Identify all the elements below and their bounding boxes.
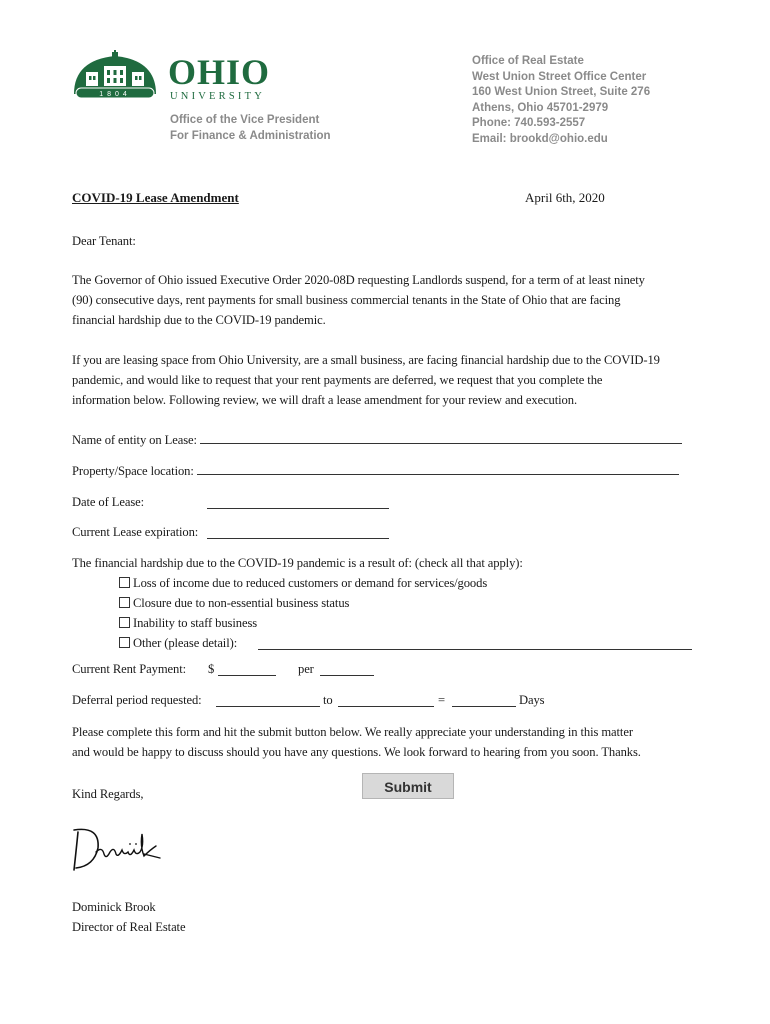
property-label: Property/Space location: [72, 464, 194, 478]
hardship-intro: The financial hardship due to the COVID-19 pandemic is a result of: (check all that apply): [72, 556, 523, 570]
hardship-option-row [119, 613, 257, 633]
deferral-end-input[interactable] [338, 695, 434, 707]
ohio-wordmark: OHIO [168, 52, 271, 92]
deferral-days-unit: Days [519, 693, 545, 707]
paragraph-line: pandemic, and would like to request that your rent payments are deferred, we request that you complete the [72, 373, 603, 387]
real-estate-office-address [472, 54, 650, 147]
signer-name: Dominick Brook [72, 900, 156, 914]
paragraph-eligibility [72, 350, 712, 410]
lease-date-field-row [72, 492, 144, 512]
lease-expiration-input[interactable] [207, 527, 389, 539]
hardship-option-label: Other (please detail): [133, 636, 238, 650]
paragraph-line: If you are leasing space from Ohio University, are a small business, are facing financial hardship due to the COVID-19 [72, 353, 660, 367]
hardship-checkbox-loss-of-income[interactable] [119, 577, 130, 588]
entity-input[interactable] [200, 432, 682, 444]
address-line: Office of Real Estate [472, 55, 584, 67]
submit-button[interactable]: Submit [362, 773, 454, 799]
paragraph-line: The Governor of Ohio issued Executive Order 2020-08D requesting Landlords suspend, for a term of at least ninety [72, 273, 645, 287]
paragraph-line: information below. Following review, we will draft a lease amendment for your review and execution. [72, 393, 577, 407]
hardship-option-label: Inability to staff business [133, 616, 258, 630]
rent-per-label: per [298, 662, 314, 676]
deferral-label: Deferral period requested: [72, 693, 202, 707]
vp-office-line: Office of the Vice President [170, 114, 320, 126]
deferral-days-input[interactable] [452, 695, 516, 707]
entity-label: Name of entity on Lease: [72, 433, 197, 447]
rent-amount-input[interactable] [218, 664, 276, 676]
rent-label: Current Rent Payment: [72, 662, 187, 676]
lease-date-label: Date of Lease: [72, 495, 145, 509]
closing-regards: Kind Regards, [72, 787, 144, 801]
hardship-checkbox-closure[interactable] [119, 597, 130, 608]
hardship-checkbox-other[interactable] [119, 637, 130, 648]
lease-date-input[interactable] [207, 497, 389, 509]
rent-currency: $ [208, 662, 215, 676]
expiration-label: Current Lease expiration: [72, 525, 199, 539]
vp-office-line: For Finance & Administration [170, 130, 331, 142]
deferral-to-label: to [323, 693, 333, 707]
phone-line: Phone: 740.593-2557 [472, 117, 586, 129]
paragraph-line: (90) consecutive days, rent payments for small business commercial tenants in the State of Ohio that are facing [72, 293, 621, 307]
hardship-option-row [119, 593, 349, 613]
ohio-university-seal-logo [72, 50, 158, 102]
entity-field-row [72, 430, 682, 450]
hardship-checkbox-inability-to-staff[interactable] [119, 617, 130, 628]
deferral-start-input[interactable] [216, 695, 320, 707]
rent-period-input[interactable] [320, 664, 374, 676]
handwritten-signature [70, 822, 164, 874]
paragraph-line: financial hardship due to the COVID-19 pandemic. [72, 313, 326, 327]
email-line: Email: brookd@ohio.edu [472, 132, 608, 145]
signer-title: Director of Real Estate [72, 920, 186, 934]
vp-office-block [170, 112, 331, 144]
address-line: West Union Street Office Center [472, 70, 647, 83]
hardship-option-row [119, 573, 487, 593]
paragraph-executive-order [72, 270, 712, 330]
document-title: COVID-19 Lease Amendment [72, 190, 239, 205]
hardship-option-label: Closure due to non-essential business status [133, 596, 350, 610]
letter-date: April 6th, 2020 [525, 190, 605, 205]
paragraph-line: Please complete this form and hit the submit button below. We really appreciate your understanding in this matter [72, 725, 633, 739]
paragraph-line: and would be happy to discuss should you have any questions. We look forward to hearing from you soon. Thanks. [72, 745, 641, 759]
other-detail-input[interactable] [258, 638, 692, 650]
property-location-input[interactable] [197, 463, 679, 475]
instructions-paragraph [72, 722, 712, 762]
seal-year: 1804 [99, 91, 131, 98]
university-wordmark: UNIVERSITY [170, 91, 265, 102]
address-line: Athens, Ohio 45701-2979 [472, 101, 609, 114]
hardship-option-row [119, 633, 237, 653]
salutation: Dear Tenant: [72, 234, 136, 248]
hardship-option-label: Loss of income due to reduced customers or demand for services/goods [133, 576, 488, 590]
address-line: 160 West Union Street, Suite 276 [472, 86, 651, 98]
expiration-field-row [72, 522, 198, 542]
deferral-equals-label: = [438, 693, 446, 707]
property-field-row [72, 461, 679, 481]
